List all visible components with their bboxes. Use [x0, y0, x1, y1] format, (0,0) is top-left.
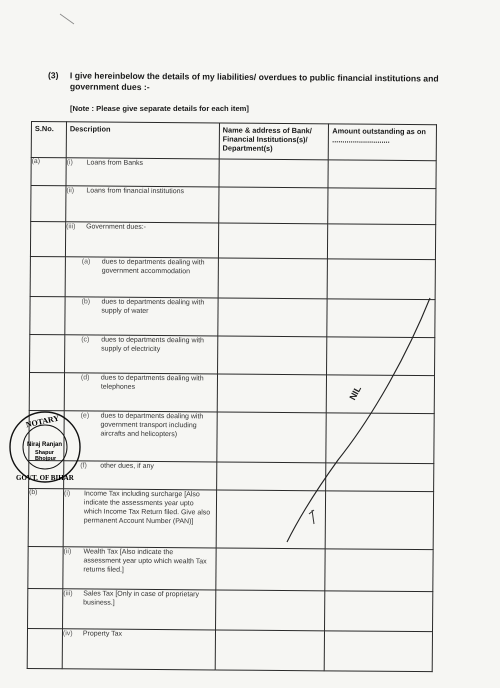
row-amount-cell: [328, 188, 436, 225]
row-description: [65, 257, 218, 298]
table-row: [29, 460, 434, 491]
row-sno: [28, 546, 63, 588]
row-description: [63, 489, 216, 548]
table-row: [30, 334, 435, 375]
row-description-text: Government dues:-: [86, 223, 147, 231]
header-sno: S.No.: [31, 122, 66, 158]
row-amount-cell: [328, 224, 436, 260]
row-amount-cell: [327, 299, 435, 338]
header-amount: Amount outstanding as on ............................: [329, 124, 437, 161]
row-description: [65, 297, 218, 336]
table-row: [29, 410, 434, 463]
row-sub-number: (iv): [62, 630, 73, 638]
section-heading-text: I give hereinbelow the details of my liabilities/ overdues to public financial institutions and government dues :-: [69, 70, 439, 93]
row-description: [64, 461, 217, 490]
table-row: [28, 588, 433, 631]
row-amount-cell: [328, 160, 436, 189]
row-description: [66, 186, 219, 223]
row-sub-number: (i): [63, 490, 71, 498]
row-sub-number: (ii): [63, 548, 72, 556]
row-description-text: Sales Tax [Only in case of proprietary business.]: [83, 590, 200, 607]
row-sno: (b): [28, 488, 63, 546]
svg-text:GOVT. OF BIHAR: GOVT. OF BIHAR: [16, 474, 74, 482]
row-description-text: dues to departments dealing with government accommodation: [101, 258, 205, 276]
row-amount-cell: [327, 259, 435, 300]
notary-stamp: [8, 410, 82, 484]
row-amount-cell: [326, 463, 434, 492]
table-header-row: [31, 122, 436, 161]
table-row: [28, 488, 433, 549]
table-row: [30, 296, 435, 337]
row-description-text: Property Tax: [82, 630, 123, 638]
svg-text:Shapur: Shapur: [35, 450, 54, 456]
row-description: [62, 589, 215, 630]
row-name-address-cell: [217, 374, 327, 413]
row-sno: [30, 256, 65, 296]
row-amount-cell: [327, 337, 435, 376]
row-sub-number: (d): [80, 374, 90, 382]
header-description: Description: [66, 122, 219, 159]
row-description: [63, 547, 216, 590]
row-name-address-cell: [215, 590, 325, 631]
svg-text:Niraj Ranjan: Niraj Ranjan: [27, 442, 63, 448]
row-sub-number: (iii): [66, 223, 76, 231]
row-name-address-cell: [216, 462, 326, 491]
row-sub-number: (ii): [66, 187, 75, 195]
row-amount-cell: [325, 491, 433, 550]
row-sub-number: (e): [80, 412, 90, 420]
row-sub-number: (f): [80, 462, 87, 470]
row-description-text: Loans from financial institutions: [86, 187, 185, 196]
header-name-address: Name & address of Bank/ Financial Institutions(s)/ Department(s): [219, 123, 329, 160]
row-name-address-cell: [216, 548, 326, 591]
row-amount-cell: [326, 413, 434, 464]
row-name-address-cell: [218, 187, 328, 224]
table-row: [31, 158, 436, 189]
row-sno: [27, 628, 62, 668]
row-description-text: dues to departments dealing with supply of electricity: [101, 336, 204, 354]
row-sno: [30, 334, 65, 372]
svg-text:Bhojpur: Bhojpur: [35, 456, 57, 462]
table-row: [27, 628, 432, 671]
row-description-text: other dues, if any: [100, 462, 154, 470]
table-row: [31, 186, 436, 225]
row-name-address-cell: [219, 159, 329, 188]
row-description: [64, 335, 217, 374]
table-row: [28, 546, 433, 591]
row-description: [64, 411, 217, 462]
table-row: [30, 222, 435, 260]
handwritten-nil: NIL: [347, 384, 364, 402]
row-sub-number: (a): [81, 258, 91, 266]
row-description-text: dues to departments dealing with supply of water: [101, 298, 205, 315]
svg-text:NOTARY: NOTARY: [25, 413, 60, 430]
row-sub-number: (c): [81, 336, 90, 344]
row-description-text: dues to departments dealing with government transport including aircrafts and helicopters): [100, 412, 204, 439]
row-name-address-cell: [217, 412, 327, 463]
row-name-address-cell: [216, 490, 326, 549]
row-name-address-cell: [215, 630, 325, 671]
row-amount-cell: [327, 375, 435, 414]
row-sno: [28, 588, 63, 628]
row-description-text: dues to departments dealing with telephones: [100, 374, 204, 391]
row-sno: [30, 296, 65, 334]
row-description: [65, 222, 218, 258]
row-amount-cell: [325, 549, 433, 592]
row-amount-cell: [325, 591, 433, 632]
row-sno: [29, 372, 64, 410]
row-sno: [31, 186, 66, 222]
row-name-address-cell: [218, 223, 328, 259]
note-text: [Note : Please give separate details for each item]: [70, 104, 249, 113]
table-row: [29, 372, 434, 413]
row-name-address-cell: [218, 258, 328, 299]
row-description-text: Loans from Banks: [86, 159, 144, 167]
row-description: [64, 373, 217, 412]
row-description: [62, 629, 215, 670]
section-heading: [47, 70, 468, 93]
row-sno: [30, 222, 65, 257]
row-description: [66, 158, 219, 187]
row-name-address-cell: [218, 298, 328, 337]
row-sub-number: (b): [81, 298, 91, 306]
row-sno: (a): [31, 158, 66, 186]
row-description-text: Income Tax including surcharge [Also indicate the assessments year upto which Income Tax Return filed. Give also permanent Account Number (PAN)]: [83, 490, 211, 526]
row-description-text: Wealth Tax [Also indicate the assessment year upto which wealth Tax returns filed.]: [83, 548, 207, 574]
row-amount-cell: [325, 631, 433, 672]
row-sub-number: (iii): [63, 590, 73, 598]
liabilities-table: [27, 121, 437, 672]
table-row: [30, 256, 435, 299]
row-name-address-cell: [217, 336, 327, 375]
section-number: (3): [47, 70, 59, 81]
row-sub-number: (i): [66, 159, 73, 167]
